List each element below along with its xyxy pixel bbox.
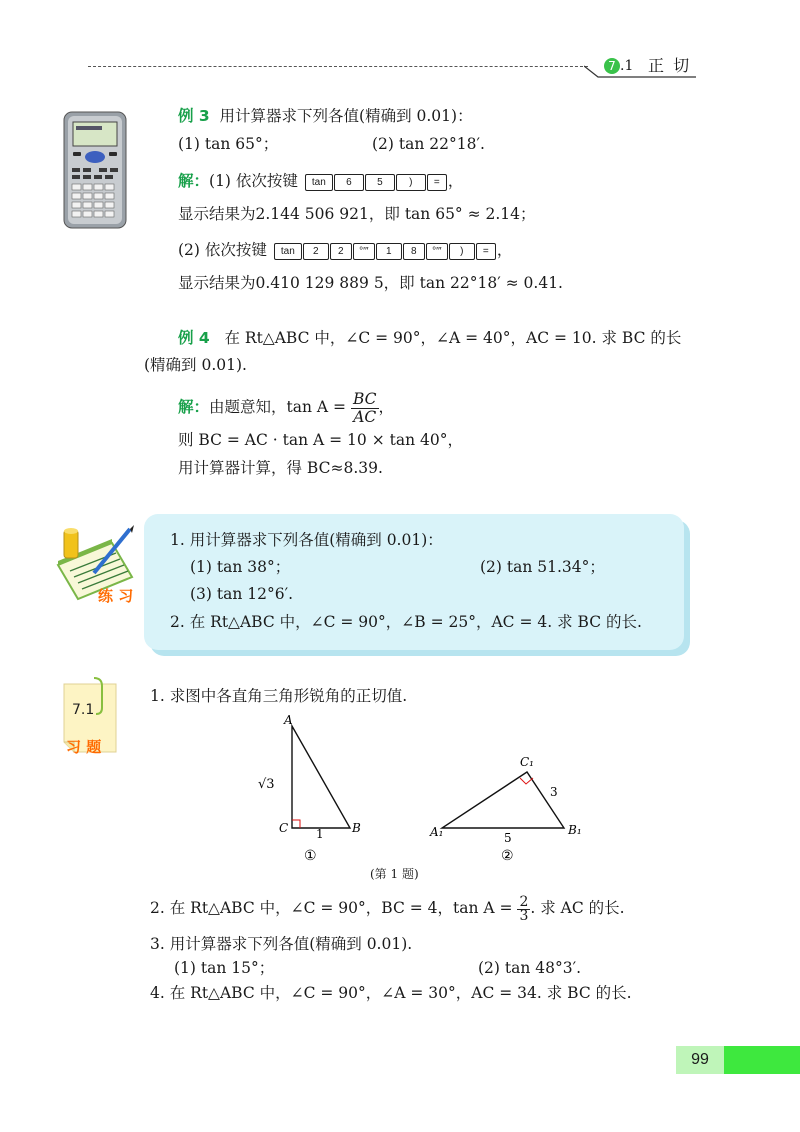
exercise-q2-after: . 求 AC 的长. — [530, 899, 625, 917]
fig2-label-a: A₁ — [430, 825, 444, 839]
example3-question: 用计算器求下列各值(精确到 0.01)： — [219, 107, 473, 125]
exercise-badge-label: 习 题 — [66, 738, 102, 756]
example3-step1-prefix: (1) 依次按键 — [209, 172, 298, 190]
practice-q2: 2. 在 Rt△ABC 中，∠C = 90°，∠B = 25°，AC = 4. 求 BC 的长. — [170, 613, 642, 631]
exercise-q4: 4. 在 Rt△ABC 中，∠C = 90°，∠A = 30°，AC = 34. 求 BC 的长. — [150, 984, 632, 1002]
exercise-q1: 1. 求图中各直角三角形锐角的正切值. — [150, 687, 408, 705]
calculator-key: ) — [449, 243, 475, 260]
calculator-key: 2 — [303, 243, 329, 260]
example3-step1 — [178, 171, 463, 191]
example4-line-result: 用计算器计算，得 BC≈8.39. — [178, 459, 383, 477]
example4-question: 在 Rt△ABC 中，∠C = 90°，∠A = 40°，AC = 10. 求 BC 的长 — [224, 329, 682, 347]
exercise-q2-num: 2 — [519, 893, 529, 910]
triangle-2 — [442, 772, 564, 828]
fig2-side-bc: 3 — [550, 785, 558, 799]
example4-solution — [178, 385, 394, 429]
example4-frac-num: BC — [352, 389, 377, 408]
section-number-circle: 7 — [604, 58, 620, 74]
example3-result2: 显示结果为0.410 129 889 5，即 tan 22°18′ ≈ 0.41. — [178, 274, 563, 292]
fig2-label-c: C₁ — [520, 755, 534, 769]
practice-q1-c: (3) tan 12°6′. — [190, 585, 294, 603]
example4-fraction — [351, 391, 379, 426]
example3-step1-suffix: ， — [447, 172, 464, 190]
fig2-side-ab: 5 — [504, 831, 512, 845]
example3-step2-prefix: (2) 依次按键 — [178, 241, 267, 259]
exercise-figures — [240, 710, 620, 870]
example3-item2: (2) tan 22°18′. — [372, 135, 485, 153]
calculator-key: 1 — [376, 243, 402, 260]
calculator-key: tan — [305, 174, 333, 191]
example4-line2: (精确到 0.01). — [144, 356, 247, 374]
exercise-q2-fraction — [517, 893, 530, 924]
exercise-q3-b: (2) tan 48°3′. — [478, 959, 582, 977]
practice-badge: 练 习 — [98, 587, 134, 605]
example3-solution-label: 解： — [178, 172, 210, 190]
example3-label: 例 3 — [178, 107, 210, 125]
calculator-key: °′″ — [353, 243, 375, 260]
example4-solution-label: 解： — [178, 398, 210, 416]
fig1-caption: ① — [304, 848, 317, 864]
example3-step1-keys — [305, 171, 448, 191]
calculator-key: 8 — [403, 243, 425, 260]
example3-line1 — [178, 106, 473, 126]
section-decimal: .1 — [620, 58, 634, 74]
page-number-bar — [724, 1046, 800, 1074]
calculator-key: °′″ — [426, 243, 448, 260]
exercise-q3-a: (1) tan 15°； — [174, 959, 275, 977]
calculator-key: ) — [396, 174, 426, 191]
example3-step2 — [178, 240, 512, 260]
practice-q1-a: (1) tan 38°； — [190, 558, 291, 576]
calculator-key: tan — [274, 243, 302, 260]
calculator-key: 2 — [330, 243, 352, 260]
fig1-label-a: A — [284, 713, 293, 727]
fig2-caption: ② — [501, 848, 514, 864]
calculator-key: 6 — [334, 174, 364, 191]
example3-item1: (1) tan 65°； — [178, 135, 279, 153]
figure-caption: (第 1 题) — [370, 867, 419, 881]
exercise-q2 — [150, 888, 625, 928]
exercise-q2-text: 2. 在 Rt△ABC 中，∠C = 90°，BC = 4，tan A = — [150, 899, 513, 917]
example4-frac-after: ， — [378, 398, 395, 416]
triangle-1 — [292, 726, 350, 828]
header-rule — [88, 66, 588, 67]
exercise-badge-number: 7.1 — [72, 702, 95, 718]
fig1-side-ac: √3 — [258, 777, 275, 792]
example4-line-calc: 则 BC = AC · tan A = 10 × tan 40°， — [178, 431, 463, 449]
fig2-label-b: B₁ — [568, 823, 582, 837]
example4-frac-den: AC — [353, 407, 377, 426]
exercise-q3: 3. 用计算器求下列各值(精确到 0.01). — [150, 935, 413, 953]
calculator-key: = — [476, 243, 496, 260]
example4-solution-text: 由题意知，tan A = — [209, 398, 347, 416]
calculator-key: 5 — [365, 174, 395, 191]
calculator-key: = — [427, 174, 447, 191]
section-title: 正 切 — [648, 56, 692, 75]
fig1-label-c: C — [279, 821, 289, 835]
calculator-icon — [62, 110, 130, 232]
page-number: 99 — [691, 1051, 709, 1068]
practice-q1: 1. 用计算器求下列各值(精确到 0.01)： — [170, 531, 443, 549]
example3-result1: 显示结果为2.144 506 921，即 tan 65° ≈ 2.14； — [178, 205, 536, 223]
example3-step2-keys — [274, 240, 497, 260]
example3-step2-suffix: ， — [496, 241, 513, 259]
fig1-label-b: B — [352, 821, 361, 835]
example4-label: 例 4 — [178, 329, 210, 347]
example4-line1 — [178, 328, 681, 348]
exercise-q2-den: 3 — [519, 907, 529, 924]
fig1-side-cb: 1 — [316, 827, 324, 841]
practice-q1-b: (2) tan 51.34°； — [480, 558, 605, 576]
